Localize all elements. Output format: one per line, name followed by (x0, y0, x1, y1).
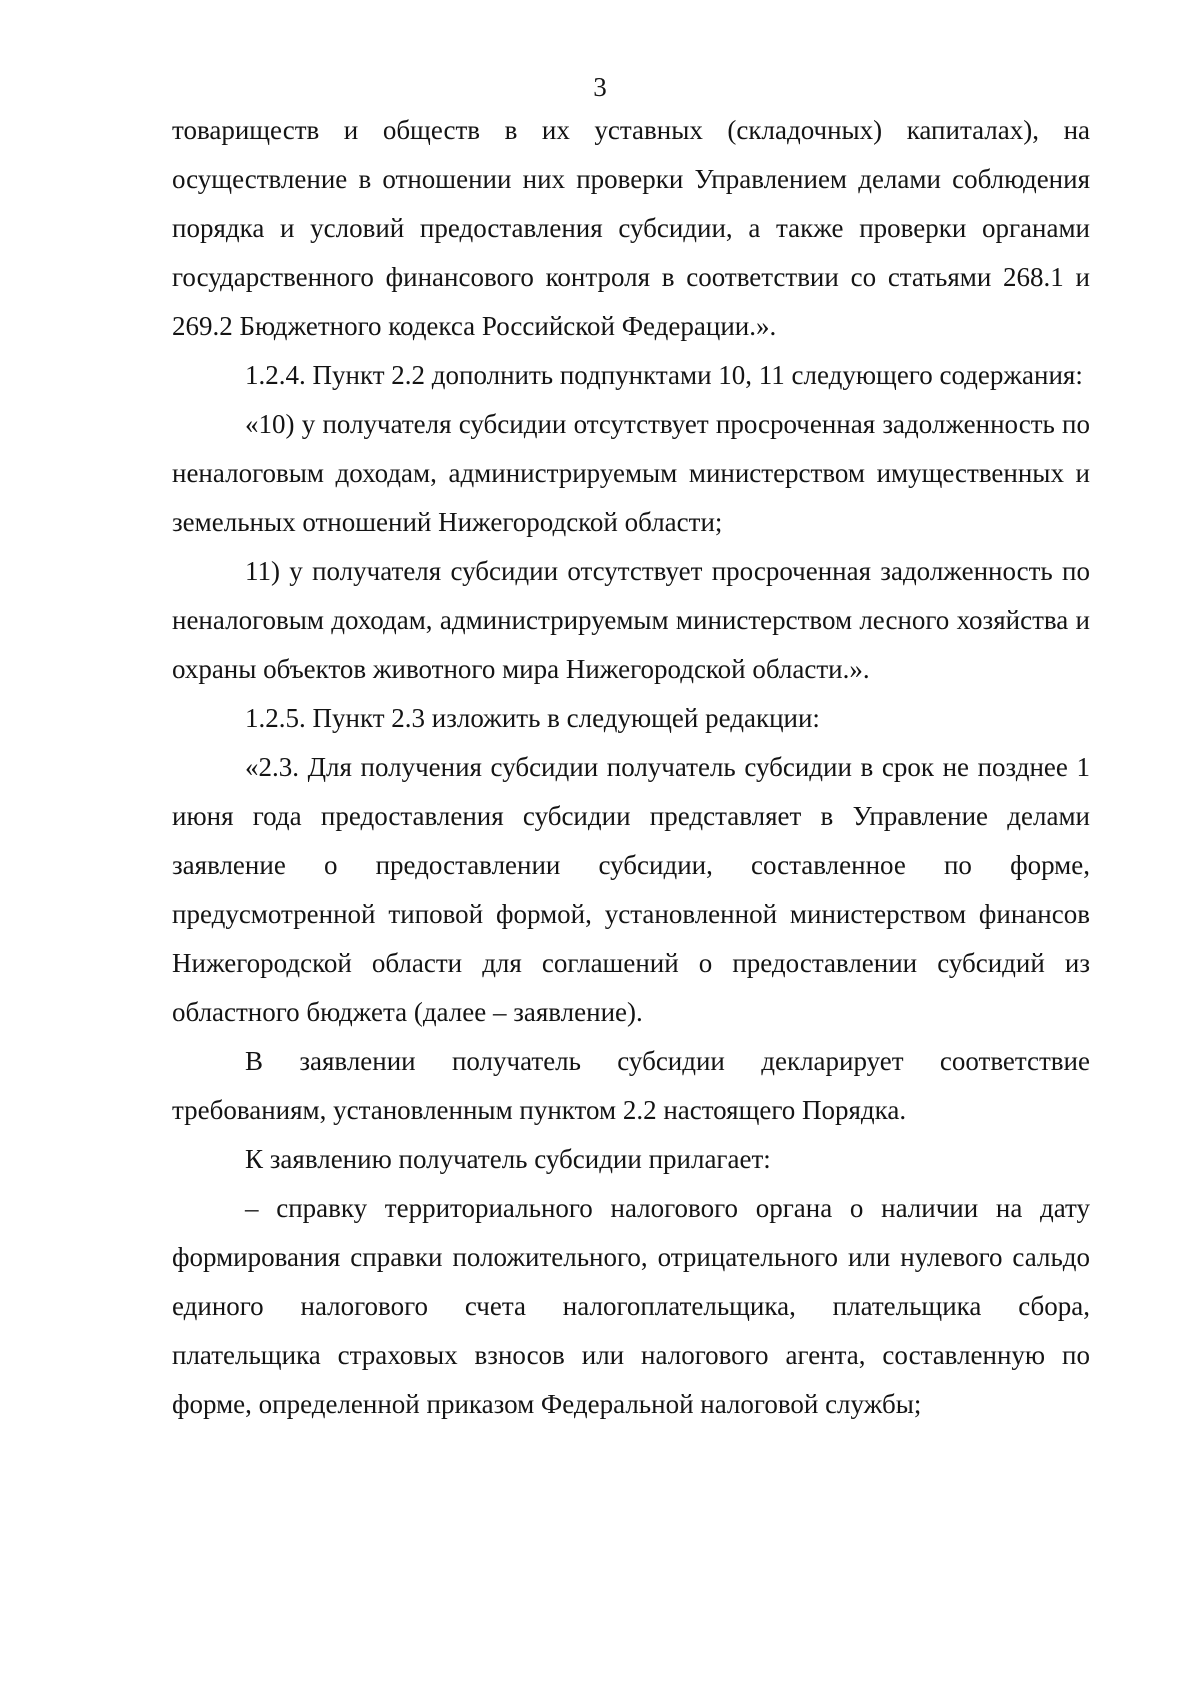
paragraph-attachments-intro: К заявлению получатель субсидии прилагает: (245, 1144, 771, 1174)
paragraph-2-3: «2.3. Для получения субсидии получатель субсидии в срок не позднее 1 июня года предоставления субсидии представляет в Управление делами заявление о предоставлении субсидии, составленное по форме, предусмотренной типовой формой, установленной министерством финансов Нижегородской области для соглашений о предоставлении субсидий из областного бюджета (далее – заявление). (172, 752, 1090, 1027)
paragraph-subitem-10: «10) у получателя субсидии отсутствует просроченная задолженность по неналоговым доходам, администрируемым министерством имущественных и земельных отношений Нижегородской области; (172, 409, 1090, 537)
page-number: 3 (593, 72, 607, 102)
paragraph-declaration: В заявлении получатель субсидии декларирует соответствие требованиям, установленным пунктом 2.2 настоящего Порядка. (172, 1046, 1090, 1125)
paragraph-subitem-11: 11) у получателя субсидии отсутствует просроченная задолженность по неналоговым доходам, администрируемым министерством лесного хозяйства и охраны объектов животного мира Нижегородской области.». (172, 556, 1090, 684)
document-body (172, 106, 1090, 1429)
paragraph-tax-certificate: – справку территориального налогового органа о наличии на дату формирования справки положительного, отрицательного или нулевого сальдо единого налогового счета налогоплательщика, плательщика сбора, плательщика страховых взносов или налогового агента, составленную по форме, определенной приказом Федеральной налоговой службы; (172, 1193, 1090, 1419)
paragraph-1-2-4: 1.2.4. Пункт 2.2 дополнить подпунктами 10, 11 следующего содержания: (245, 360, 1083, 390)
paragraph-continuation: товариществ и обществ в их уставных (складочных) капиталах), на осуществление в отношении них проверки Управлением делами соблюдения порядка и условий предоставления субсидии, а также проверки органами государственного финансового контроля в соответствии со статьями 268.1 и 269.2 Бюджетного кодекса Российской Федерации.». (172, 115, 1090, 341)
paragraph-1-2-5: 1.2.5. Пункт 2.3 изложить в следующей редакции: (245, 703, 820, 733)
